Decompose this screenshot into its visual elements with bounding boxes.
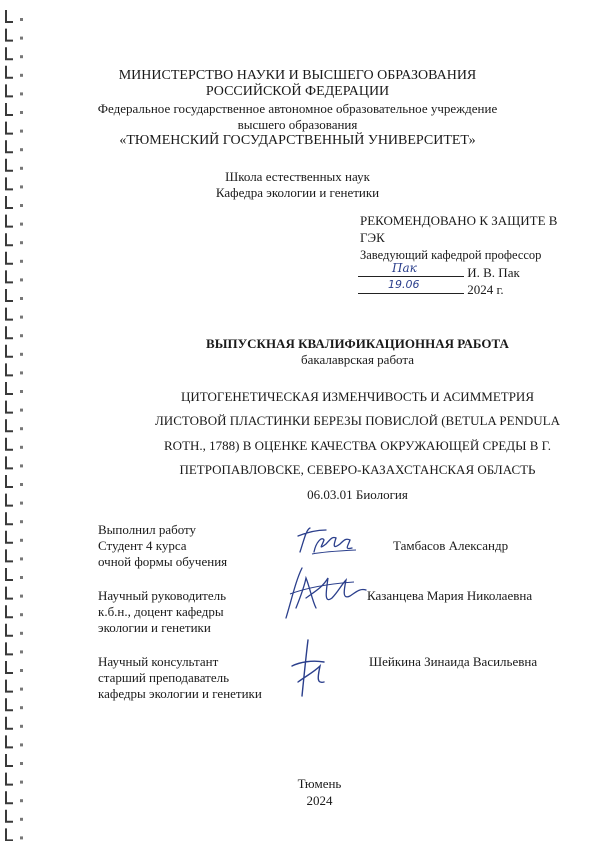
binding-mark <box>6 698 13 710</box>
approval-line-3: Заведующий кафедрой профессор <box>360 248 542 262</box>
ministry-line-1: МИНИСТЕРСТВО НАУКИ И ВЫСШЕГО ОБРАЗОВАНИЯ <box>118 68 477 83</box>
binding-hole <box>20 483 23 486</box>
binding-hole <box>20 446 23 449</box>
binding-mark <box>6 289 13 301</box>
title-line-2: ЛИСТОВОЙ ПЛАСТИНКИ БЕРЕЗЫ ПОВИСЛОЙ (BETULA PENDULA <box>154 413 561 428</box>
binding-hole <box>20 55 23 58</box>
work-subtype: бакалаврская работа <box>301 352 414 367</box>
binding-mark <box>6 642 13 654</box>
specialty: 06.03.01 Биология <box>307 487 408 502</box>
approval-line-2: ГЭК <box>360 230 385 245</box>
binding-hole <box>20 613 23 616</box>
title-line-4: ПЕТРОПАВЛОВСКЕ, СЕВЕРО-КАЗАХСТАНСКАЯ ОБЛАСТЬ <box>179 462 536 477</box>
binding-mark <box>6 512 13 524</box>
binding-mark <box>6 810 13 822</box>
binding-mark <box>6 791 13 803</box>
binding-mark <box>6 828 13 840</box>
binding-hole <box>20 688 23 691</box>
binding-mark <box>6 308 13 320</box>
binding-hole <box>20 539 23 542</box>
binding-hole <box>20 502 23 505</box>
binding-hole <box>20 409 23 412</box>
binding-mark <box>6 549 13 561</box>
department-name: Кафедра экологии и генетики <box>215 185 380 200</box>
consultant-role-line-3: кафедры экологии и генетики <box>98 686 262 701</box>
binding-mark <box>6 215 13 227</box>
binding-mark <box>6 568 13 580</box>
binding-mark <box>6 10 13 22</box>
institution-line-2: высшего образования <box>237 117 358 132</box>
binding-mark <box>6 475 13 487</box>
binding-hole <box>20 204 23 207</box>
binding-mark <box>6 494 13 506</box>
supervisor-signature-icon <box>276 558 376 630</box>
binding-mark <box>6 419 13 431</box>
binding-hole <box>20 464 23 467</box>
title-line-3: ROTH., 1788) В ОЦЕНКЕ КАЧЕСТВА ОКРУЖАЮЩЕЙ СРЕДЫ В Г. <box>164 438 551 453</box>
binding-hole <box>20 278 23 281</box>
approval-date-line <box>358 280 504 298</box>
binding-hole <box>20 762 23 765</box>
binding-mark <box>6 47 13 59</box>
binding-hole <box>20 632 23 635</box>
binding-hole <box>20 390 23 393</box>
work-type: ВЫПУСКНАЯ КВАЛИФИКАЦИОННАЯ РАБОТА <box>206 336 509 351</box>
binding-hole <box>20 669 23 672</box>
binding-mark <box>6 401 13 413</box>
binding-hole <box>20 520 23 523</box>
head-signature-line <box>358 263 520 281</box>
binding-hole <box>20 818 23 821</box>
binding-mark <box>6 624 13 636</box>
binding-hole <box>20 316 23 319</box>
institution-line-1: Федеральное государственное автономное образовательное учреждение <box>97 101 498 116</box>
binding-mark <box>6 717 13 729</box>
binding-hole <box>20 706 23 709</box>
binding-mark <box>6 605 13 617</box>
consultant-signature-icon <box>284 636 334 700</box>
binding-mark <box>6 252 13 264</box>
binding-mark <box>6 587 13 599</box>
footer-year: 2024 <box>306 793 333 808</box>
university-name: «ТЮМЕНСКИЙ ГОСУДАРСТВЕННЫЙ УНИВЕРСИТЕТ» <box>119 133 476 148</box>
binding-hole <box>20 576 23 579</box>
binding-mark <box>6 773 13 785</box>
date-blank <box>358 280 464 294</box>
approval-line-1: РЕКОМЕНДОВАНО К ЗАЩИТЕ В <box>360 213 558 228</box>
title-line-1: ЦИТОГЕНЕТИЧЕСКАЯ ИЗМЕНЧИВОСТЬ И АСИММЕТРИЯ <box>181 389 534 404</box>
binding-hole <box>20 18 23 21</box>
binding-hole <box>20 353 23 356</box>
binding-hole <box>20 334 23 337</box>
binding-mark <box>6 363 13 375</box>
binding-mark <box>6 345 13 357</box>
consultant-name: Шейкина Зинаида Васильевна <box>369 654 538 669</box>
head-signature-blank <box>358 263 464 277</box>
school-name: Школа естественных наук <box>225 169 370 184</box>
binding-hole <box>20 595 23 598</box>
student-role-line-1: Выполнил работу <box>98 522 197 537</box>
binding-hole <box>20 241 23 244</box>
binding-mark <box>6 270 13 282</box>
binding-hole <box>20 297 23 300</box>
binding-mark <box>6 438 13 450</box>
binding-hole <box>20 427 23 430</box>
head-name: И. В. Пак <box>467 265 520 280</box>
supervisor-role-line-2: к.б.н., доцент кафедры <box>98 604 224 619</box>
binding-hole <box>20 557 23 560</box>
approval-year: 2024 г. <box>467 282 504 297</box>
supervisor-role-line-3: экологии и генетики <box>98 620 211 635</box>
binding-mark <box>6 382 13 394</box>
handwritten-date: 19.06 <box>388 278 420 291</box>
binding-mark <box>6 680 13 692</box>
binding-hole <box>20 725 23 728</box>
handwritten-signature-pak: Пак <box>392 261 417 275</box>
binding-hole <box>20 743 23 746</box>
supervisor-name: Казанцева Мария Николаевна <box>367 588 533 603</box>
binding-mark <box>6 233 13 245</box>
binding-hole <box>20 260 23 263</box>
student-role-line-3: очной формы обучения <box>98 554 228 569</box>
binding-mark <box>6 661 13 673</box>
binding-hole <box>20 37 23 40</box>
footer-city: Тюмень <box>297 776 342 791</box>
binding-mark <box>6 326 13 338</box>
student-signature-icon <box>292 522 362 562</box>
binding-mark <box>6 456 13 468</box>
binding-mark <box>6 735 13 747</box>
binding-hole <box>20 371 23 374</box>
supervisor-role-line-1: Научный руководитель <box>98 588 227 603</box>
binding-hole <box>20 836 23 839</box>
binding-mark <box>6 754 13 766</box>
consultant-role-line-2: старший преподаватель <box>98 670 230 685</box>
ministry-line-2: РОССИЙСКОЙ ФЕДЕРАЦИИ <box>205 84 390 99</box>
consultant-role-line-1: Научный консультант <box>98 654 219 669</box>
binding-hole <box>20 223 23 226</box>
student-role-line-2: Студент 4 курса <box>98 538 187 553</box>
binding-mark <box>6 29 13 41</box>
student-name: Тамбасов Александр <box>393 538 509 553</box>
binding-hole <box>20 650 23 653</box>
binding-mark <box>6 531 13 543</box>
